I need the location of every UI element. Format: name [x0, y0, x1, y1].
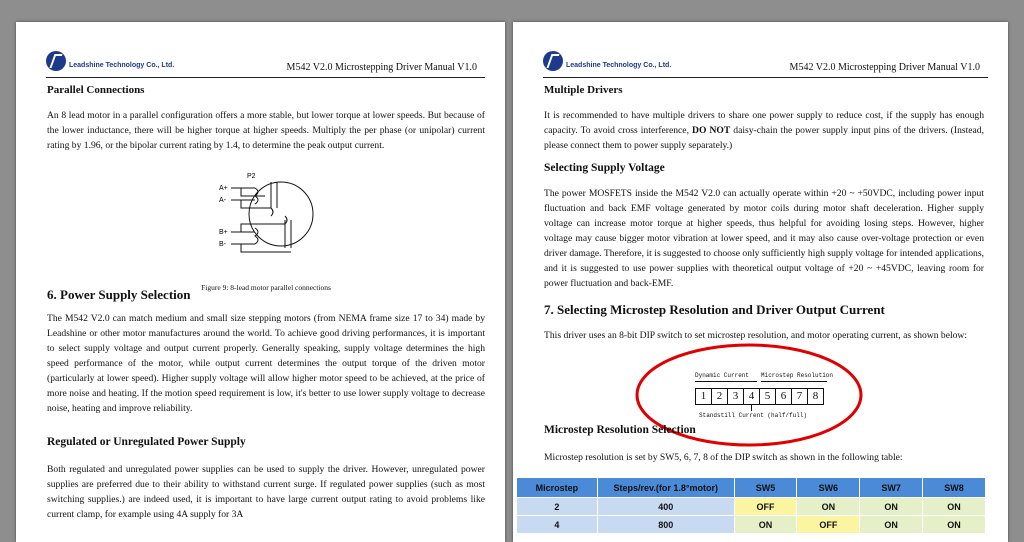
- col-sw6: SW6: [797, 478, 860, 498]
- company-name: Leadshine Technology Co., Ltd.: [566, 61, 672, 69]
- microstep-resolution-heading: Microstep Resolution Selection: [544, 424, 696, 436]
- leadshine-logo-icon: [543, 51, 563, 71]
- dip-switch-5: 5: [760, 389, 776, 404]
- cell-sw8: ON: [923, 498, 986, 516]
- dip-switch-3: 3: [728, 389, 744, 404]
- col-steps-rev: Steps/rev.(for 1.8°motor): [597, 478, 734, 498]
- microstep-resolution-text: Microstep resolution is set by SW5, 6, 7, 8 of the DIP switch as shown in the following table:: [544, 452, 903, 463]
- dip-switch-4: 4: [744, 389, 760, 404]
- cell-microstep: 2: [517, 498, 598, 516]
- figure-label-a-minus: A-: [219, 197, 226, 204]
- power-supply-text: The M542 V2.0 can match medium and small size stepping motors (from NEMA frame size 17 to 34) made by Leadshine or other motor manufactures around the world. To achieve good driving performances, it is important to select supply voltage and output current properly. Generally speaking, supply voltage determines the high speed performance of the motor, while output current determines the output torque of the driven motor (particularly at lower speed). Higher supply voltage will allow higher motor speed to be achieved, at the price of more noise and heating. If the motion speed requirement is low, it's better to use lower supply voltage to decrease noise, heating and improve reliability.: [47, 313, 485, 414]
- dip-switch-1: 1: [696, 389, 712, 404]
- microstep-section-heading: 7. Selecting Microstep Resolution and Driver Output Current: [544, 302, 885, 317]
- microstep-section-text: This driver uses an 8-bit DIP switch to set microstep resolution, and motor operating current, as shown below:: [544, 330, 968, 341]
- cell-sw7: ON: [860, 498, 923, 516]
- cell-sw6: OFF: [797, 516, 860, 534]
- dip-switch-7: 7: [792, 389, 808, 404]
- supply-voltage-heading: Selecting Supply Voltage: [544, 162, 665, 174]
- leadshine-logo: [46, 51, 174, 71]
- microstep-table: [516, 477, 986, 534]
- supply-voltage-text: The power MOSFETS inside the M542 V2.0 can actually operate within +20 ~ +50VDC, including power input fluctuation and back EMF voltage generated by motor coils during motor shaft deceleration. Higher supply voltage can increase motor torque at higher speeds, thus helpful for avoiding losing steps. However, higher voltage may cause bigger motor vibration at lower speed, and it may also cause over-voltage protection or even driver damage. Therefore, it is suggested to choose only sufficiently high supply voltage for intended applications, and it is suggested to use power supplies with theoretical output voltage of +20 ~ +45VDC, leaving room for power fluctuation and back-EMF.: [544, 188, 984, 289]
- figure-label-b-plus: B+: [219, 229, 228, 236]
- parallel-connections-text: An 8 lead motor in a parallel configuration offers a more stable, but lower torque at lower speeds. But because of the lower inductance, there will be higher torque at higher speeds. Multiply the per phase (or unipolar) current rating by 1.96, or the bipolar current rating by 1.4, to determine the peak output current.: [47, 110, 485, 151]
- parallel-connections-heading: Parallel Connections: [47, 84, 145, 96]
- cell-steps: 400: [597, 498, 734, 516]
- dip-switch-6: 6: [776, 389, 792, 404]
- figure-label-p2: P2: [247, 173, 256, 180]
- power-supply-heading: 6. Power Supply Selection: [47, 287, 191, 302]
- col-sw8: SW8: [923, 478, 986, 498]
- col-microstep: Microstep: [517, 478, 598, 498]
- manual-title: M542 V2.0 Microstepping Driver Manual V1.0: [789, 62, 980, 73]
- motor-wiring-diagram: [211, 168, 331, 260]
- leadshine-logo-icon: [46, 51, 66, 71]
- company-name: Leadshine Technology Co., Ltd.: [69, 61, 175, 69]
- cell-sw7: ON: [860, 516, 923, 534]
- cell-sw5: ON: [734, 516, 797, 534]
- figure-label-a-plus: A+: [219, 185, 228, 192]
- col-sw7: SW7: [860, 478, 923, 498]
- left-page: [16, 22, 505, 542]
- dip-switch-8: 8: [812, 390, 819, 402]
- multiple-drivers-text: It is recommended to have multiple drivers to share one power supply to reduce cost, if the supply has enough capacity. To avoid cross interference, DO NOT daisy-chain the power supply input pins of the drivers. (Instead, please connect them to power supply separately.): [544, 110, 984, 151]
- figure-caption: Figure 9: 8-lead motor parallel connections: [201, 283, 331, 292]
- dip-label-micro: Microstep Resolution: [761, 372, 834, 379]
- table-header-row: [517, 478, 986, 498]
- cell-sw6: ON: [797, 498, 860, 516]
- table-row: [517, 516, 986, 534]
- dip-label-dynamic: Dynamic Current: [695, 372, 750, 379]
- page-header: [46, 55, 485, 78]
- page-header: [543, 55, 988, 78]
- dip-switch-2: 2: [712, 389, 728, 404]
- table-row: [517, 498, 986, 516]
- dip-label-standstill: Standstill Current (half/full): [699, 412, 808, 419]
- cell-sw5: OFF: [734, 498, 797, 516]
- cell-steps: 800: [597, 516, 734, 534]
- dip-switch-row: [695, 388, 824, 405]
- cell-sw8: ON: [923, 516, 986, 534]
- right-page: [513, 22, 1008, 542]
- leadshine-logo: [543, 51, 671, 71]
- col-sw5: SW5: [734, 478, 797, 498]
- figure-label-b-minus: B-: [219, 241, 226, 248]
- multiple-drivers-heading: Multiple Drivers: [544, 84, 623, 96]
- regulated-text: Both regulated and unregulated power supplies can be used to supply the driver. However, unregulated power supplies are preferred due to their ability to withstand current surge. If regulated power supplies (such as most switching supplies.) are indeed used, it is important to have large current output rating to avoid problems like current clamp, for example using 4A supply for 3A: [47, 464, 485, 520]
- manual-title: M542 V2.0 Microstepping Driver Manual V1.0: [286, 62, 477, 73]
- cell-microstep: 4: [517, 516, 598, 534]
- regulated-heading: Regulated or Unregulated Power Supply: [47, 436, 246, 448]
